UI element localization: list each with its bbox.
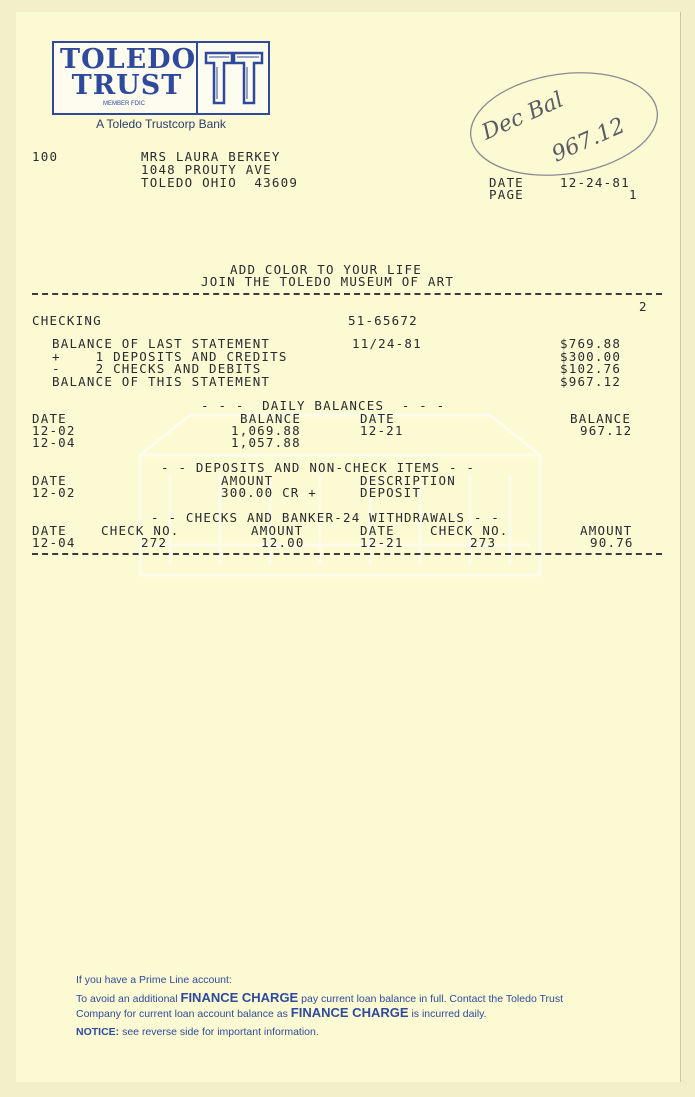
check-amount: 90.76 xyxy=(590,535,634,550)
customer-city: TOLEDO OHIO 43609 xyxy=(141,175,299,190)
handwritten-amount: 967.12 xyxy=(548,113,629,168)
message-line2: JOIN THE TOLEDO MUSEUM OF ART xyxy=(201,274,455,289)
logo-divider xyxy=(196,43,198,113)
footer-prime-line: If you have a Prime Line account: xyxy=(76,974,232,986)
page-number: 1 xyxy=(629,187,638,202)
checks-title: - - CHECKS AND BANKER-24 WITHDRAWALS - - xyxy=(151,510,501,525)
divider xyxy=(32,553,662,555)
customer-name: MRS LAURA BERKEY xyxy=(141,149,281,164)
check-number: 273 xyxy=(470,535,497,550)
footer-notice: NOTICE: see reverse side for important information. xyxy=(76,1026,319,1038)
watermark-building xyxy=(130,395,550,585)
finance-charge-label: FINANCE CHARGE xyxy=(290,1005,409,1020)
handwritten-label: Dec Bal xyxy=(478,87,568,146)
finance-charge-label: FINANCE CHARGE xyxy=(180,990,299,1005)
page-marker: 2 xyxy=(639,299,648,314)
column-header: AMOUNT xyxy=(221,473,274,488)
summary-label: + 1 DEPOSITS AND CREDITS xyxy=(52,349,288,364)
bank-name: TOLEDO TRUST xyxy=(60,44,197,101)
column-header: DESCRIPTION xyxy=(360,473,456,488)
customer-code: 100 xyxy=(32,149,59,164)
bank-logo xyxy=(52,41,270,115)
daily-balances-title: - - - DAILY BALANCES - - - xyxy=(201,398,446,413)
column-header: AMOUNT xyxy=(580,523,633,538)
summary-amount: $102.76 xyxy=(560,361,622,376)
member-fdic: MEMBER FDIC xyxy=(103,101,145,107)
summary-label: BALANCE OF LAST STATEMENT xyxy=(52,336,271,351)
daily-date: 12-04 xyxy=(32,435,76,450)
column-header: CHECK NO. xyxy=(101,523,180,538)
column-header: DATE xyxy=(360,411,395,426)
deposit-date: 12-02 xyxy=(32,485,76,500)
summary-amount: $300.00 xyxy=(560,349,622,364)
message-line1: ADD COLOR TO YOUR LIFE xyxy=(230,262,422,277)
daily-balance: 967.12 xyxy=(580,423,633,438)
summary-date: 11/24-81 xyxy=(352,336,422,351)
divider xyxy=(32,293,662,295)
column-header: DATE xyxy=(32,523,67,538)
summary-label: - 2 CHECKS AND DEBITS xyxy=(52,361,262,376)
daily-date: 12-21 xyxy=(360,423,404,438)
check-amount: 12.00 xyxy=(261,535,305,550)
summary-amount: $967.12 xyxy=(560,374,622,389)
deposit-amount: 300.00 CR + xyxy=(221,485,317,500)
notice-label: NOTICE: xyxy=(76,1026,120,1038)
customer-street: 1048 PROUTY AVE xyxy=(141,162,272,177)
daily-date: 12-02 xyxy=(32,423,76,438)
handwritten-note xyxy=(464,62,664,182)
column-header: DATE xyxy=(360,523,395,538)
account-number: 51-65672 xyxy=(348,313,418,328)
check-date: 12-21 xyxy=(360,535,404,550)
account-type: CHECKING xyxy=(32,313,102,328)
check-number: 272 xyxy=(141,535,168,550)
tt-monogram-icon xyxy=(204,49,264,107)
column-header: CHECK NO. xyxy=(430,523,509,538)
daily-balance: 1,069.88 xyxy=(231,423,301,438)
column-header: DATE xyxy=(32,411,67,426)
page-label: PAGE xyxy=(489,187,524,202)
bank-tagline: A Toledo Trustcorp Bank xyxy=(96,117,226,131)
column-header: BALANCE xyxy=(570,411,632,426)
date-label: DATE xyxy=(489,175,524,190)
deposit-description: DEPOSIT xyxy=(360,485,422,500)
daily-balance: 1,057.88 xyxy=(231,435,301,450)
column-header: AMOUNT xyxy=(251,523,304,538)
summary-amount: $769.88 xyxy=(560,336,622,351)
column-header: BALANCE xyxy=(240,411,302,426)
statement-date: 12-24-81 xyxy=(560,175,630,190)
deposits-title: - - DEPOSITS AND NON-CHECK ITEMS - - xyxy=(161,460,476,475)
footer-finance-notice: To avoid an additional FINANCE CHARGE pay current loan balance in full. Contact the Toledo Trust Company for current loan account balance as FINANCE CHARGE is incurred daily. xyxy=(76,990,564,1020)
column-header: DATE xyxy=(32,473,67,488)
summary-label: BALANCE OF THIS STATEMENT xyxy=(52,374,271,389)
check-date: 12-04 xyxy=(32,535,76,550)
